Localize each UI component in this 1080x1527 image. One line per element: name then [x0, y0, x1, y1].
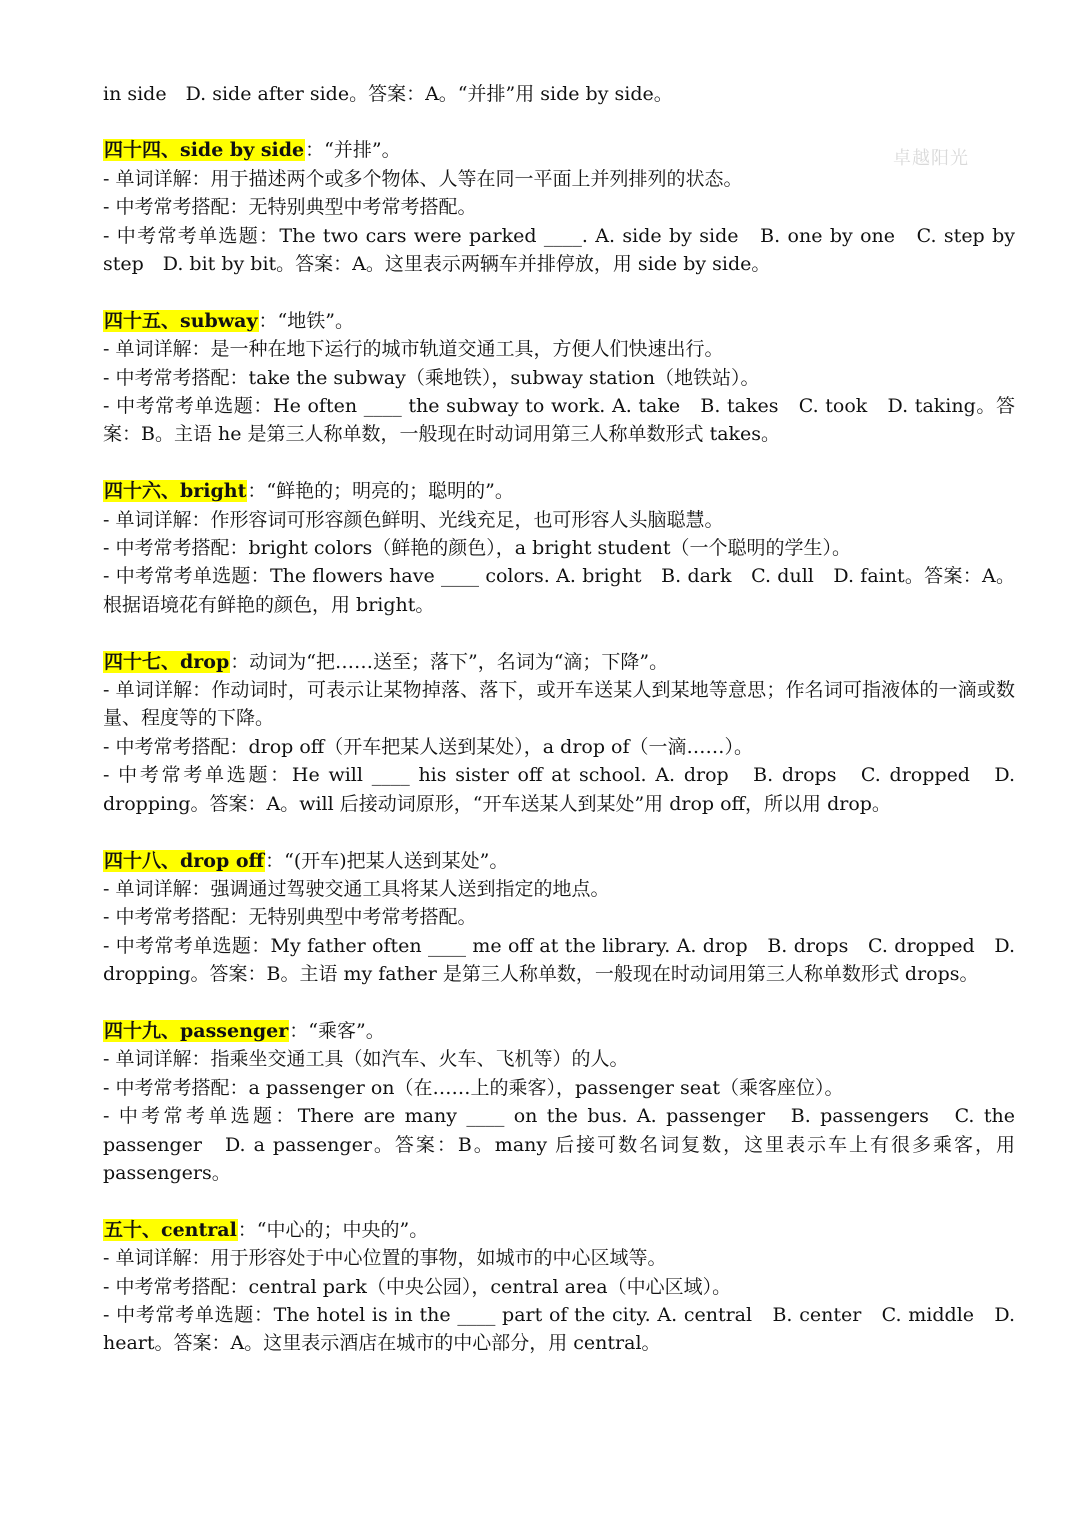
entry-heading — [103, 307, 1015, 335]
entry-heading — [103, 847, 1015, 875]
entry-heading — [103, 136, 1015, 164]
highlighted-term: 四十八、drop off — [104, 849, 265, 872]
word-explanation: - 单词详解：作动词时，可表示让某物掉落、落下，或开车送某人到某地等意思；作名词可指液体的一滴或数量、程度等的下降。 — [103, 679, 1015, 730]
word-explanation: - 单词详解：用于描述两个或多个物体、人等在同一平面上并列排列的状态。 — [103, 167, 743, 190]
word-explanation: - 单词详解：用于形容处于中心位置的事物，如城市的中心区域等。 — [103, 1247, 667, 1270]
entry-heading — [103, 477, 1015, 505]
vocab-entry-50 — [103, 1216, 1015, 1358]
exam-question: - 中考常考单选题：My father often ____ me off at the library. A. drop B. drops C. dropped D. dropping。答案：B。主语 my father 是第三人称单数，一般现在时动词用第三人称单数形式 drops。 — [103, 934, 1015, 986]
exam-question: - 中考常考单选题：The flowers have ____ colors. A. bright B. dark C. dull D. faint。答案：A。根据语境花有鲜艳的颜色，用 bright。 — [103, 565, 1015, 616]
watermark-text: 卓越阳光 — [893, 148, 969, 169]
vocab-entry-47 — [103, 648, 1015, 818]
entry-meaning: ：“中心的；中央的”。 — [237, 1218, 429, 1241]
common-collocation: - 中考常考搭配：drop off（开车把某人送到某处），a drop of（一滴……）。 — [103, 735, 754, 758]
exam-question: - 中考常考单选题：The hotel is in the ____ part of the city. A. central B. center C. middle D. heart。答案：A。这里表示酒店在城市的中心部分，用 central。 — [103, 1303, 1015, 1355]
exam-question: - 中考常考单选题：He often ____ the subway to work. A. take B. takes C. took D. taking。答案：B。主语 he 是第三人称单数，一般现在时动词用第三人称单数形式 takes。 — [103, 395, 1015, 446]
entry-meaning: ：“鲜艳的；明亮的；聪明的”。 — [247, 480, 514, 503]
entry-meaning: ：“并排”。 — [305, 139, 401, 162]
highlighted-term: 四十五、subway — [104, 309, 258, 332]
word-explanation: - 单词详解：强调通过驾驶交通工具将某人送到指定的地点。 — [103, 877, 610, 900]
highlighted-term: 四十六、bright — [104, 480, 247, 503]
word-explanation: - 单词详解：指乘坐交通工具（如汽车、火车、飞机等）的人。 — [103, 1048, 629, 1071]
vocab-entry-49 — [103, 1017, 1015, 1187]
entry-heading — [103, 1216, 1015, 1244]
common-collocation: - 中考常考搭配：无特别典型中考常考搭配。 — [103, 196, 477, 219]
entry-meaning: ：“乘客”。 — [289, 1019, 385, 1042]
highlighted-term: 四十四、side by side — [104, 139, 305, 162]
vocab-entry-45 — [103, 307, 1015, 449]
exam-question: - 中考常考单选题：There are many ____ on the bus. A. passenger B. passengers C. the passenger D. a passenger。答案：B。many 后接可数名词复数，这里表示车上有很多乘客，用 passengers。 — [103, 1105, 1015, 1184]
exam-question: - 中考常考单选题：He will ____ his sister off at school. A. drop B. drops C. dropped D. dropping。答案：A。will 后接动词原形，“开车送某人到某处”用 drop off，所以用 drop。 — [103, 764, 1015, 815]
common-collocation: - 中考常考搭配：bright colors（鲜艳的颜色），a bright student（一个聪明的学生）。 — [103, 537, 851, 560]
exam-question: - 中考常考单选题：The two cars were parked ____. A. side by side B. one by one C. step by step D. bit by bit。答案：A。这里表示两辆车并排停放，用 side by side。 — [103, 224, 1015, 276]
common-collocation: - 中考常考搭配：take the subway（乘地铁），subway station（地铁站）。 — [103, 366, 760, 389]
common-collocation: - 中考常考搭配：无特别典型中考常考搭配。 — [103, 906, 477, 929]
common-collocation: - 中考常考搭配：a passenger on（在……上的乘客），passenger seat（乘客座位）。 — [103, 1076, 844, 1099]
entry-meaning: ：“地铁”。 — [258, 309, 354, 332]
intro-line: in side D. side after side。答案：A。“并排”用 side by side。 — [103, 83, 673, 105]
word-explanation: - 单词详解：作形容词可形容颜色鲜明、光线充足，也可形容人头脑聪慧。 — [103, 508, 724, 531]
word-explanation: - 单词详解：是一种在地下运行的城市轨道交通工具，方便人们快速出行。 — [103, 338, 724, 361]
vocab-entry-44 — [103, 136, 1015, 278]
highlighted-term: 四十七、drop — [104, 650, 230, 673]
common-collocation: - 中考常考搭配：central park（中央公园），central area（中心区域）。 — [103, 1275, 732, 1298]
document-body — [103, 80, 1015, 1386]
highlighted-term: 四十九、passenger — [104, 1019, 289, 1042]
highlighted-term: 五十、central — [104, 1218, 237, 1241]
entry-meaning: ：动词为“把……送至；落下”，名词为“滴；下降”。 — [230, 650, 669, 673]
entry-meaning: ：“(开车)把某人送到某处”。 — [265, 849, 509, 872]
vocab-entry-46 — [103, 477, 1015, 619]
entry-heading — [103, 1017, 1015, 1045]
vocab-entry-48 — [103, 847, 1015, 989]
entry-heading — [103, 648, 1015, 676]
